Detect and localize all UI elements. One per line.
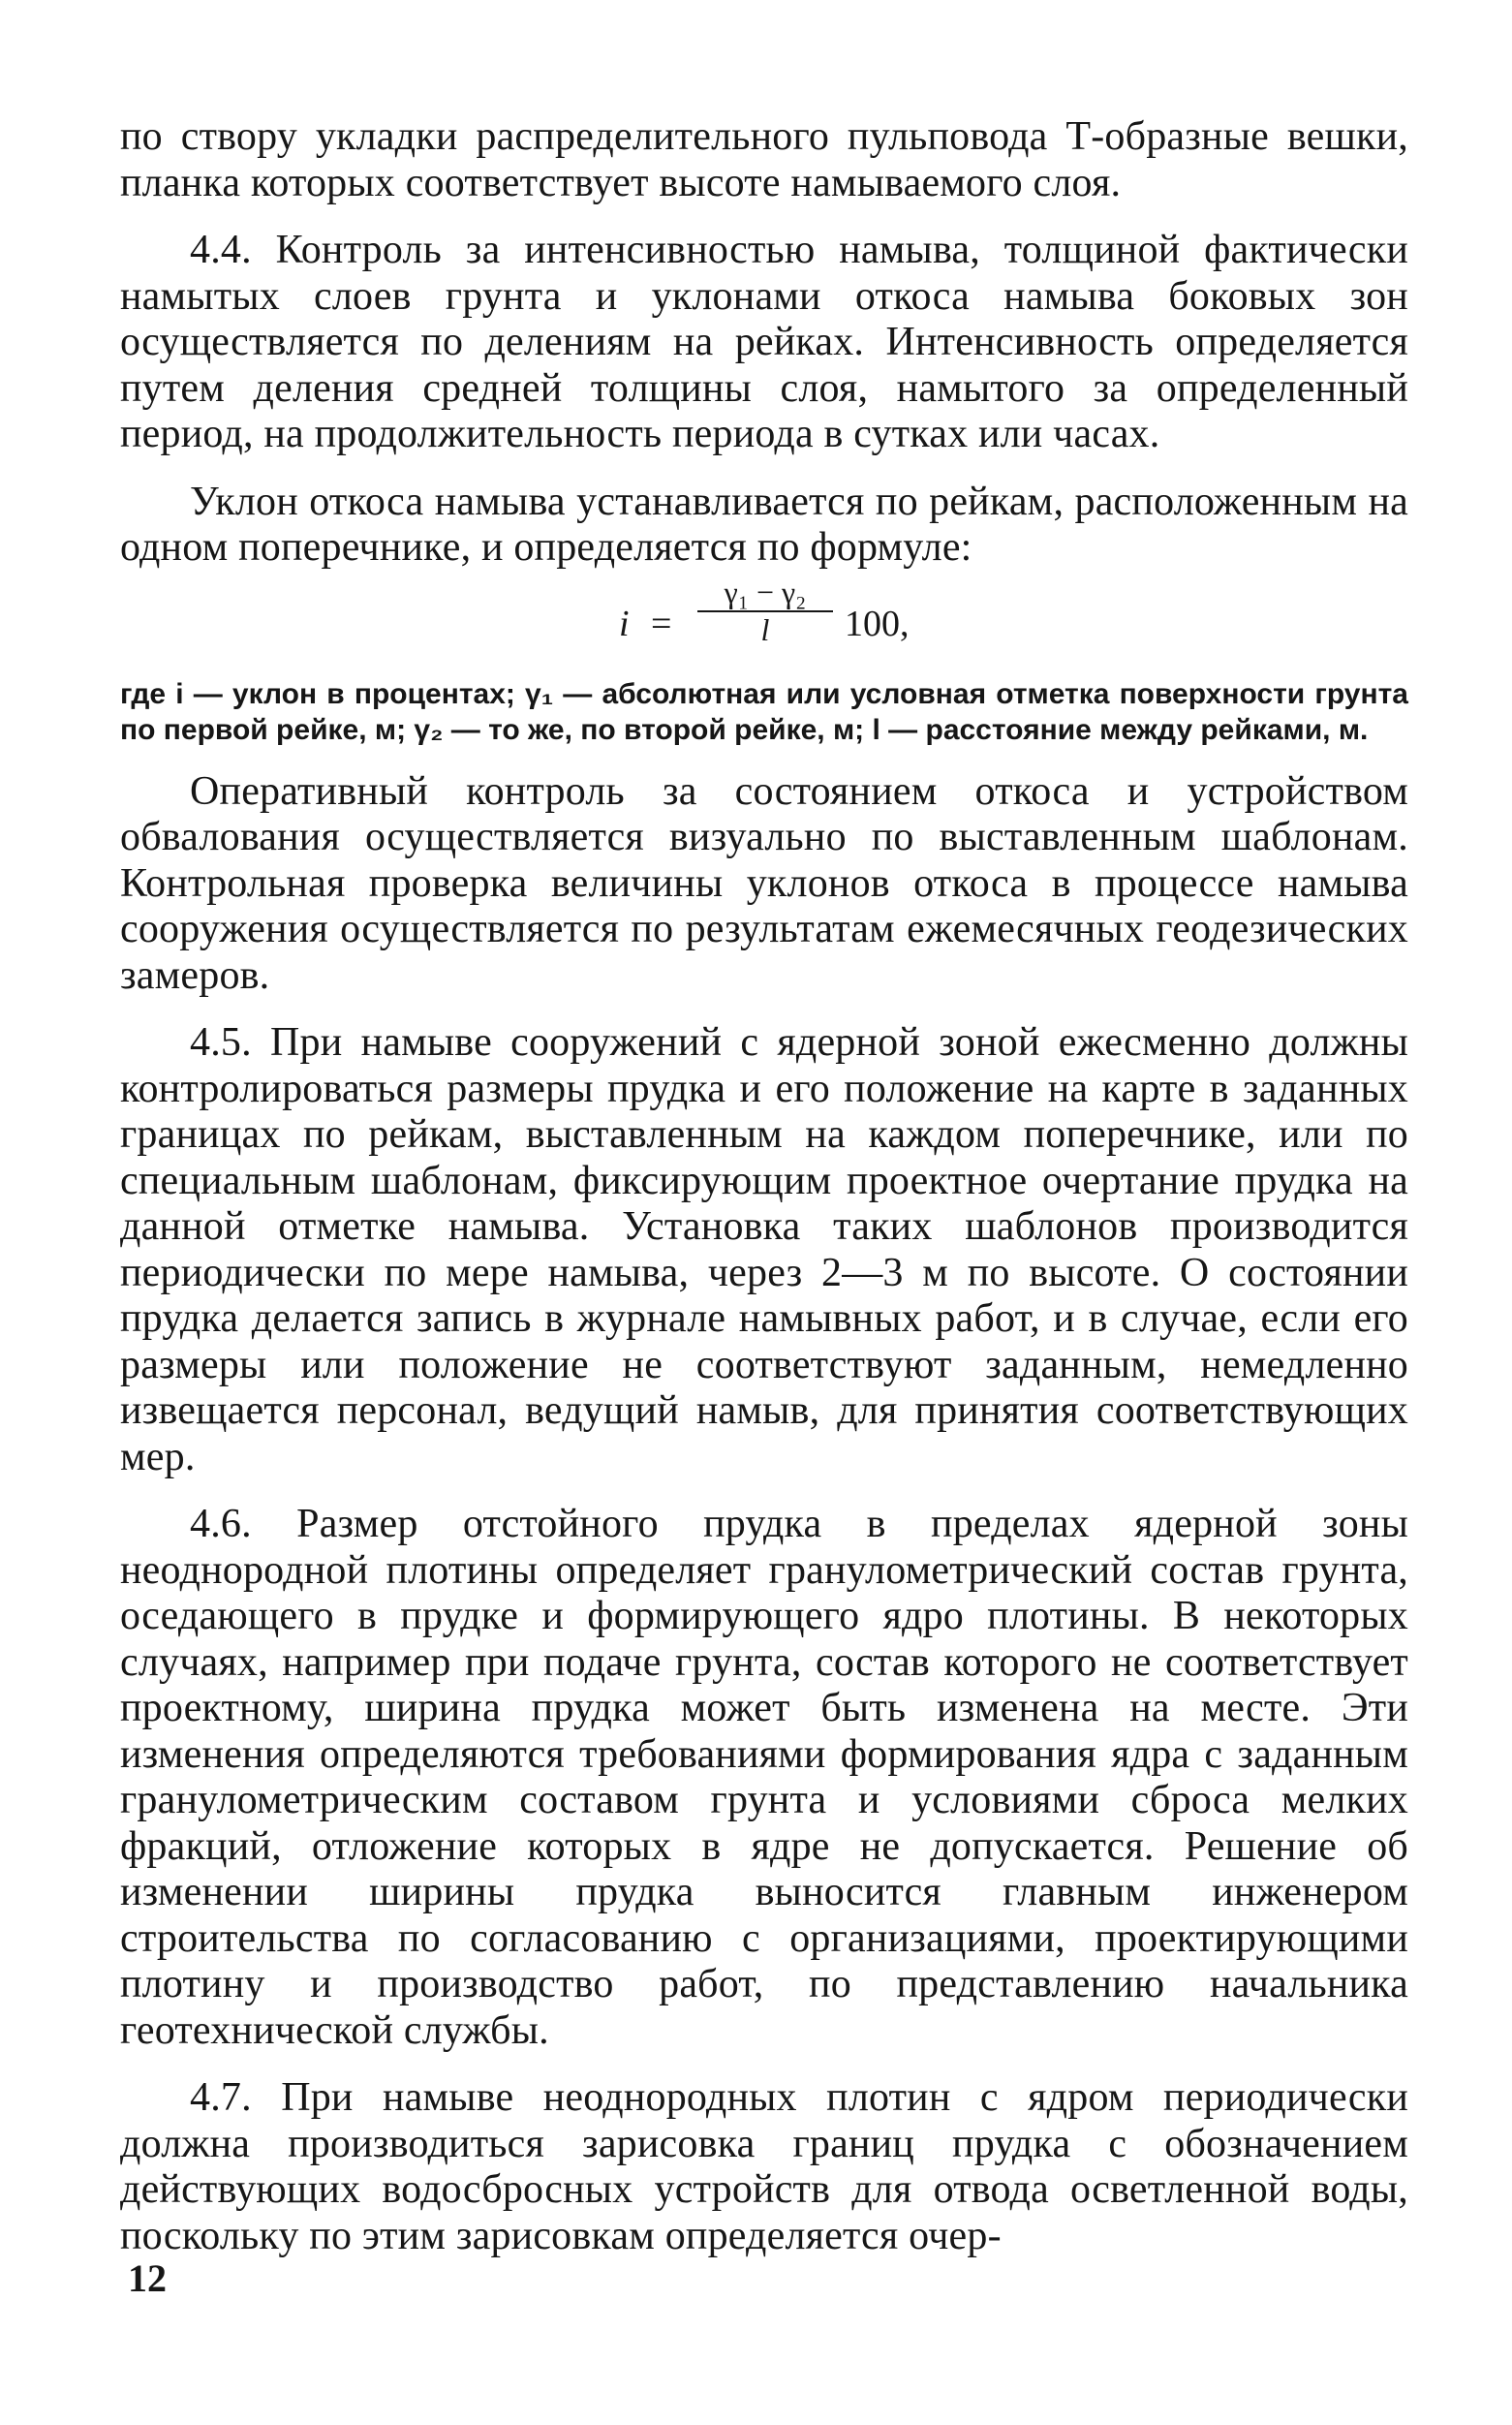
- formula-equals: =: [651, 603, 672, 644]
- formula-denominator: l: [760, 611, 770, 647]
- formula-note: где i — уклон в процентах; γ₁ — абсолютная или условная отметка поверхности грунта по первой рейке, м; γ₂ — то же, по второй рейке, м; l — расстояние между рейками, м.: [120, 677, 1408, 746]
- paragraph-operational-control: Оперативный контроль за состоянием откоса и устройством обвалования осуществляется визуально по выставленным шаблонам. Контрольная проверка величины уклонов откоса в процессе намыва сооружения осуществляется по результатам ежемесячных геодезических замеров.: [120, 768, 1408, 998]
- document-page: [120, 114, 1408, 2259]
- paragraph-4-5: 4.5. При намыве сооружений с ядерной зоной ежесменно должны контролироваться размеры прудка и его положение на карте в заданных границах по рейкам, выставленным на каждом поперечнике, или по специальным шаблонам, фиксирующим проектное очертание прудка на данной отметке намыва. Установка таких шаблонов производится периодически по мере намыва, через 2—3 м по высоте. О состоянии прудка делается запись в журнале намывных работ, и в случае, если его размеры или положение не соответствуют заданным, немедленно извещается персонал, ведущий намыв, для принятия соответствующих мер.: [120, 1020, 1408, 1479]
- slope-formula: [120, 575, 1408, 665]
- paragraph-4-6: 4.6. Размер отстойного прудка в пределах ядерной зоны неоднородной плотины определяет гранулометрический состав грунта, оседающего в прудке и формирующего ядро плотины. В некоторых случаях, например при подаче грунта, состав которого не соответствует проектному, ширина прудка может быть изменена на месте. Эти изменения определяются требованиями формирования ядра с заданным гранулометрическим составом грунта и условиями сброса мелких фракций, отложение которых в ядре не допускается. Решение об изменении ширины прудка выносится главным инженером строительства по согласованию с организациями, проектирующими плотину и производство работ, по представлению начальника геотехнической службы.: [120, 1502, 1408, 2053]
- paragraph-slope-intro: Уклон откоса намыва устанавливается по рейкам, расположенным на одном поперечнике, и определяется по формуле:: [120, 479, 1408, 570]
- formula-lhs: i: [619, 603, 630, 644]
- formula-numerator: γ₁ − γ₂: [724, 574, 807, 609]
- paragraph-4-4: 4.4. Контроль за интенсивностью намыва, толщиной фактически намытых слоев грунта и уклонами откоса намыва боковых зон осуществляется по делениям на рейках. Интенсивность определяется путем деления средней толщины слоя, намытого за определенный период, на продолжительность периода в сутках или часах.: [120, 228, 1408, 456]
- paragraph-4-7: 4.7. При намыве неоднородных плотин с ядром периодически должна производиться зарисовка границ прудка с обозначением действующих водосбросных устройств для отвода осветленной воды, поскольку по этим зарисовкам определяется очер-: [120, 2075, 1408, 2258]
- formula-factor: 100,: [845, 603, 910, 644]
- paragraph-continuation: по створу укладки распределительного пульповода Т-образные вешки, планка которых соответствует высоте намываемого слоя.: [120, 114, 1408, 205]
- page-number: 12: [128, 2256, 167, 2300]
- formula-fraction: [694, 575, 837, 647]
